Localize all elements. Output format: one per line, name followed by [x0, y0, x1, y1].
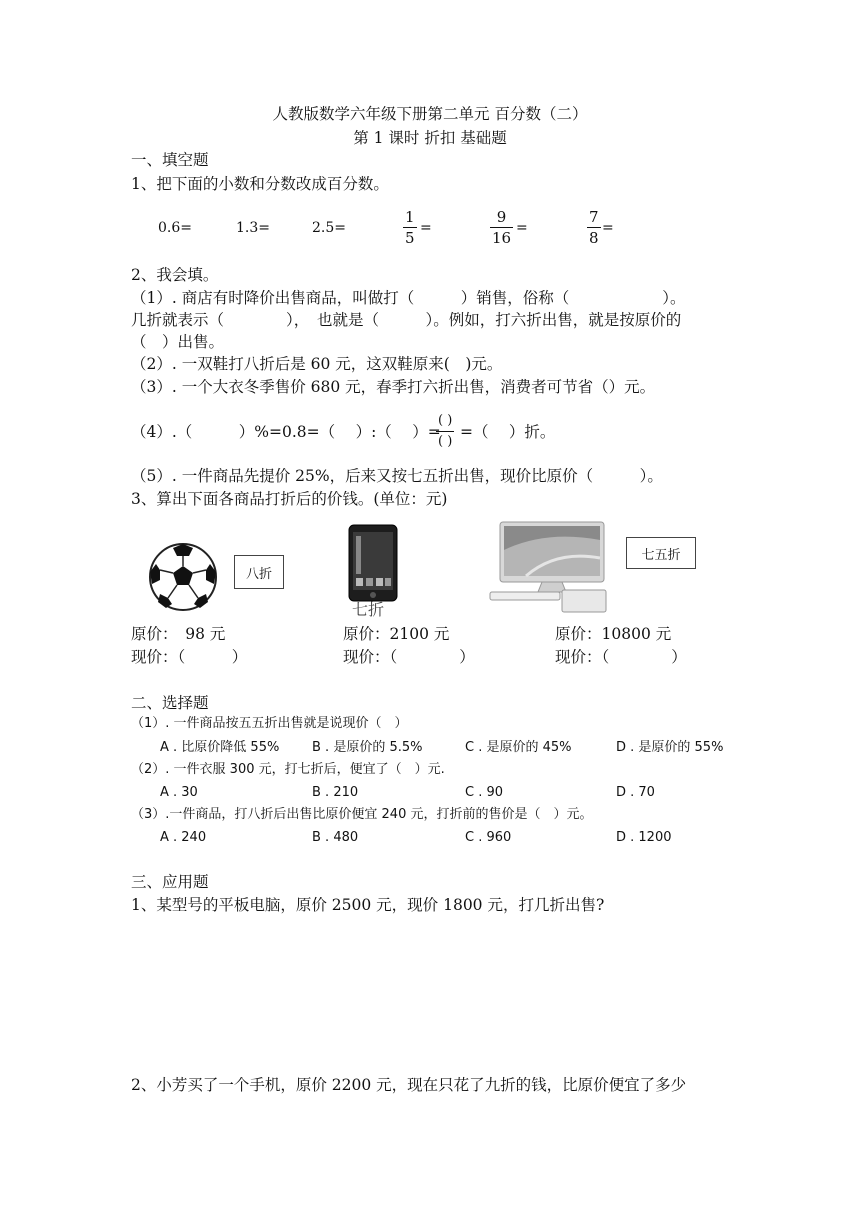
fraction-bar: [436, 431, 454, 432]
choice-option: A . 30: [160, 785, 198, 800]
current-price: 现价：（ ）: [555, 648, 687, 666]
decimal-item: 1.3=: [236, 220, 270, 236]
original-price: 原价：10800 元: [555, 625, 672, 643]
fraction-denominator: ( ): [438, 434, 453, 449]
fraction-equals: =: [420, 220, 432, 236]
q2-line-2: （2）. 一双鞋打八折后是 60 元，这双鞋原来( )元。: [131, 355, 503, 373]
blank-fraction: [436, 412, 454, 451]
fraction-denominator: 5: [405, 229, 415, 247]
page-subtitle: 第 1 课时 折扣 基础题: [353, 129, 507, 147]
fraction: [403, 208, 417, 247]
choice-option: B . 是原价的 5.5%: [312, 740, 423, 755]
q2-line-1b: 几折就表示（ ）， 也就是（ ）。例如，打六折出售，就是按原价的: [131, 311, 682, 329]
choice-option: D . 70: [616, 785, 655, 800]
fraction-equals: =: [602, 220, 614, 236]
decimal-item: 2.5=: [312, 220, 346, 236]
choice-option: A . 240: [160, 830, 207, 845]
q1-prompt: 1、把下面的小数和分数改成百分数。: [131, 175, 389, 193]
fraction-bar: [587, 227, 601, 228]
q2-prompt: 2、我会填。: [131, 266, 219, 284]
current-price: 现价：（ ）: [343, 648, 475, 666]
section-2-heading: 二、选择题: [131, 694, 209, 712]
choice-option: D . 是原价的 55%: [616, 740, 724, 755]
decimal-item: 0.6=: [158, 220, 192, 236]
original-price: 原价：2100 元: [343, 625, 450, 643]
section-3-heading: 三、应用题: [131, 873, 209, 891]
choice-option: C . 960: [465, 830, 512, 845]
choice-option: D . 1200: [616, 830, 672, 845]
fraction-numerator: ( ): [438, 413, 453, 428]
choice-stem: （1）. 一件商品按五五折出售就是说现价（ ）: [131, 716, 408, 731]
choice-option: B . 480: [312, 830, 359, 845]
discount-tag: 八折: [234, 555, 284, 589]
soccer-ball-image: [148, 542, 218, 612]
choice-option: C . 是原价的 45%: [465, 740, 572, 755]
discount-label: 七折: [352, 600, 385, 619]
application-question-1: 1、某型号的平板电脑，原价 2500 元，现价 1800 元，打几折出售?: [131, 896, 605, 914]
fraction-bar: [490, 227, 513, 228]
choice-option: B . 210: [312, 785, 359, 800]
fraction-numerator: 9: [496, 208, 507, 226]
q2-line-5: （5）. 一件商品先提价 25%，后来又按七五折出售，现价比原价（ ）。: [131, 467, 663, 485]
q3-prompt: 3、算出下面各商品打折后的价钱。(单位：元): [131, 490, 448, 508]
q2-line-1c: （ ）出售。: [131, 333, 225, 351]
choice-option: C . 90: [465, 785, 504, 800]
original-price: 原价： 98 元: [131, 625, 226, 643]
section-1-heading: 一、填空题: [131, 151, 209, 169]
fraction-numerator: 1: [405, 208, 415, 226]
q2-line-4-post: =（ ）折。: [460, 423, 556, 441]
choice-stem: （2）. 一件衣服 300 元，打七折后，便宜了（ ）元.: [131, 762, 445, 777]
fraction-equals: =: [516, 220, 528, 236]
discount-tag: 七五折: [626, 537, 696, 569]
fraction-denominator: 8: [589, 229, 599, 247]
fraction-numerator: 7: [589, 208, 599, 226]
choice-option: A . 比原价降低 55%: [160, 740, 280, 755]
q2-line-3: （3）. 一个大衣冬季售价 680 元，春季打六折出售，消费者可节省（）元。: [131, 378, 656, 396]
page-title: 人教版数学六年级下册第二单元 百分数（二）: [272, 105, 588, 123]
computer-image: [486, 520, 611, 614]
choice-stem: （3）.一件商品，打八折后出售比原价便宜 240 元，打折前的售价是（ ）元。: [131, 807, 593, 822]
fraction-denominator: 16: [492, 229, 512, 247]
current-price: 现价：（ ）: [131, 648, 248, 666]
fraction: [587, 208, 601, 247]
fraction-bar: [403, 227, 417, 228]
fraction: [490, 208, 513, 247]
phone-image: [348, 524, 398, 602]
q2-line-1a: （1）. 商店有时降价出售商品，叫做打（ ）销售，俗称（ ）。: [131, 289, 686, 307]
q2-line-4-pre: （4）.（ ）%=0.8=（ ）:（ ）=: [131, 423, 441, 441]
application-question-2: 2、小芳买了一个手机，原价 2200 元，现在只花了九折的钱，比原价便宜了多少: [131, 1076, 687, 1094]
